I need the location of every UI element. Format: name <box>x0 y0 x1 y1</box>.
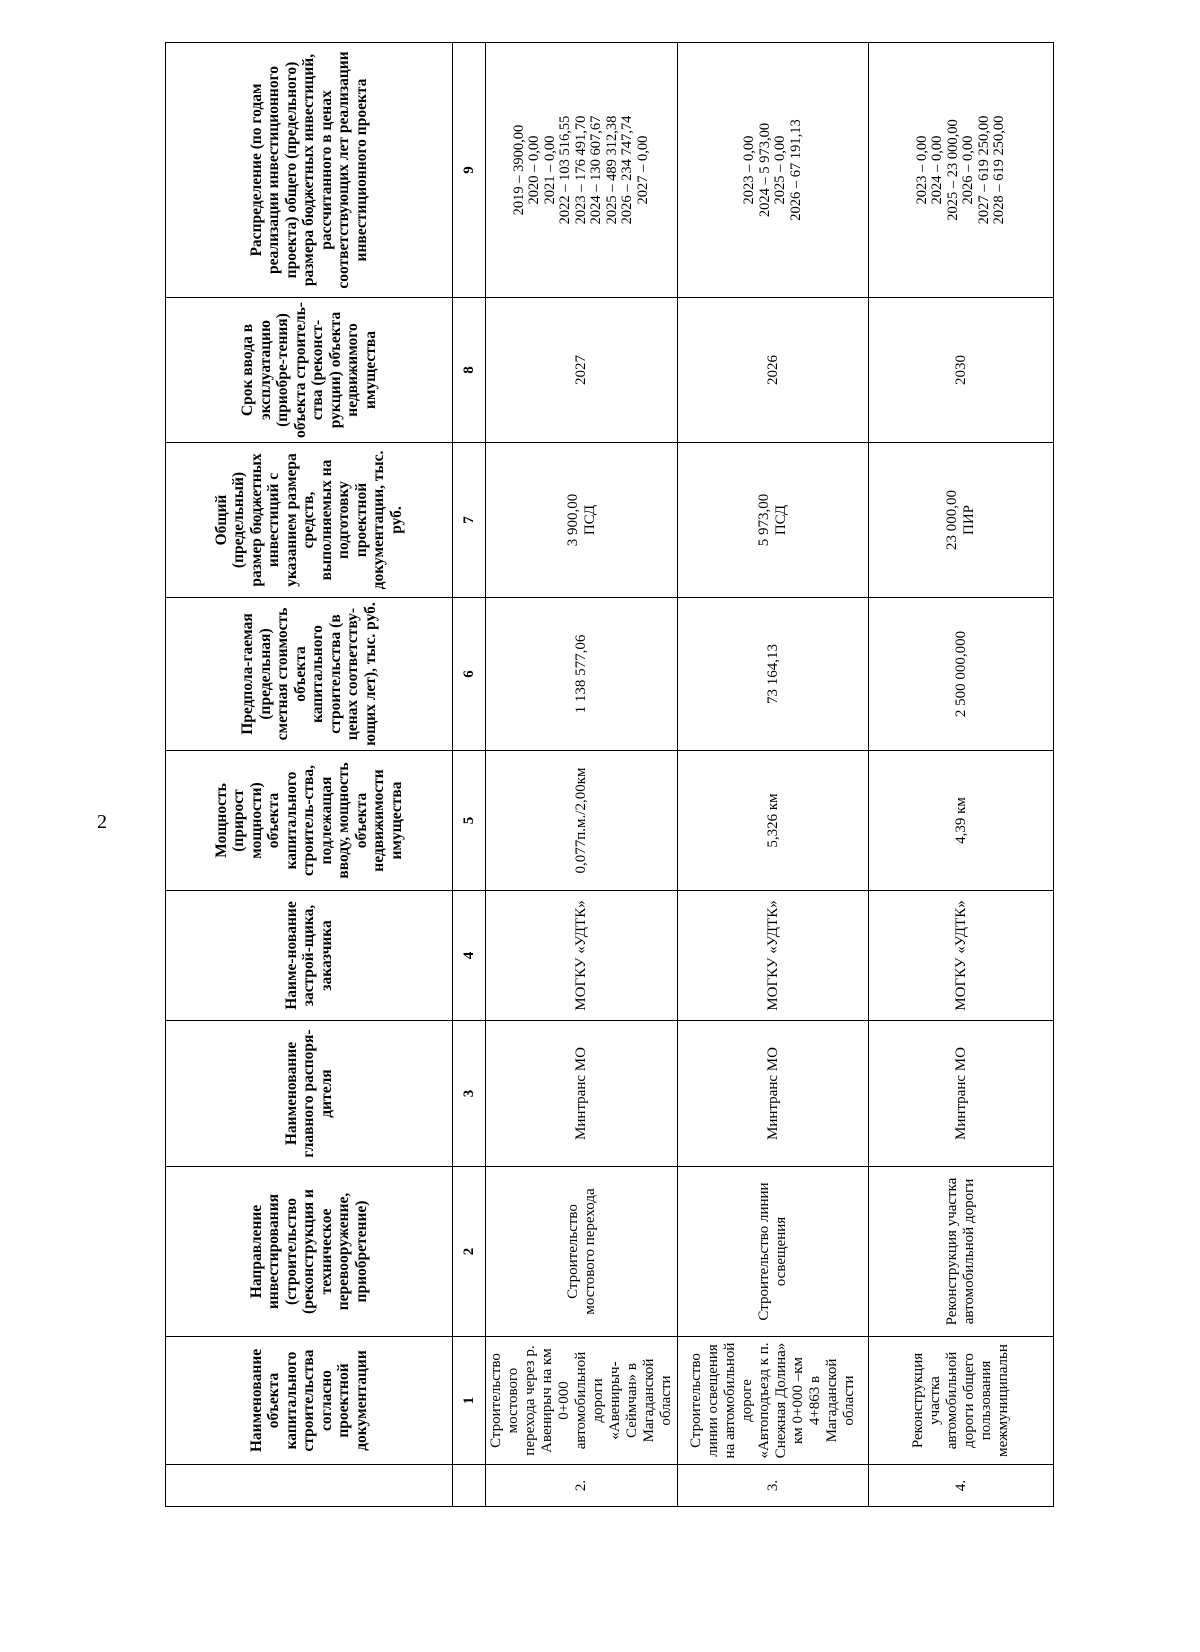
capacity-cell: 5,326 км <box>678 751 869 891</box>
distribution-line: 2023 – 0,00 <box>741 135 757 205</box>
distribution-line: 2021 – 0,00 <box>541 135 558 205</box>
capacity-cell: 4,39 км <box>869 751 1054 891</box>
distribution-cell <box>486 43 678 298</box>
manager-cell: Минтранс МО <box>678 1021 869 1167</box>
header-row <box>166 43 453 1507</box>
budget-note: ПСД <box>773 504 789 536</box>
deadline-cell: 2026 <box>678 298 869 443</box>
object-name-cell: Строительство линии освещения на автомобильной дороге «Автоподъезд к п. Снежная Долина» км 0+000 –км 4+863 в Магаданской области <box>678 1337 869 1465</box>
distribution-line: 2022 – 103 516,55 <box>557 115 574 225</box>
header-cell-capacity: Мощность (прирост мощности) объекта капитального строитель-ства, подлежащая вводу, мощность объекта недвижимости имущества <box>166 751 453 891</box>
distribution-line: 2026 – 234 747,74 <box>619 115 636 225</box>
column-number-row <box>453 43 486 1507</box>
header-cell-distribution: Распределение (по годам реализации инвестиционного проекта) общего (предельного) размера бюджетных инвестиций, рассчитанного в ценах соответствующих лет реализации инвестиционного проекта <box>166 43 453 298</box>
budget-note: ПИР <box>961 505 977 536</box>
header-cell-direction: Направление инвестирования (строительство (реконструкция и техническое перевооружение, приобретение) <box>166 1167 453 1337</box>
budget-cell <box>678 443 869 598</box>
row-number: 3. <box>678 1465 869 1507</box>
manager-cell: Минтранс МО <box>486 1021 678 1167</box>
distribution-cell <box>678 43 869 298</box>
cost-cell: 73 164,13 <box>678 598 869 751</box>
distribution-line: 2027 – 0,00 <box>634 135 651 205</box>
distribution-line: 2026 – 0,00 <box>960 135 976 205</box>
column-number: 9 <box>453 43 486 298</box>
budget-value: 3 900,00 <box>564 493 581 547</box>
customer-cell: МОГКУ «УДТК» <box>678 891 869 1021</box>
header-cell-object: Наименование объекта капитального строительства согласно проектной документации <box>166 1337 453 1465</box>
column-number: 6 <box>453 598 486 751</box>
distribution-line: 2025 – 0,00 <box>772 135 788 205</box>
distribution-line: 2025 – 489 312,38 <box>603 115 620 225</box>
distribution-cell <box>869 43 1054 298</box>
distribution-line: 2019 – 3900,00 <box>510 124 527 216</box>
object-name-cell: Строительство мостового перехода через р. Авенирыч на км 0+000 автомобильной дороги «Авенирыч-Сеймчан» в Магаданской области <box>486 1337 678 1465</box>
budget-note: ПСД <box>581 504 598 536</box>
cost-cell: 2 500 000,000 <box>869 598 1054 751</box>
table-row <box>869 43 1054 1507</box>
deadline-cell: 2027 <box>486 298 678 443</box>
column-number: 3 <box>453 1021 486 1167</box>
column-number: 4 <box>453 891 486 1021</box>
page-number: 2 <box>97 811 107 833</box>
header-cell-cost: Предпола-гаемая (предельная) сметная стоимость объекта капитального строительства (в ценах соответству-ющих лет), тыс. руб. <box>166 598 453 751</box>
direction-cell: Реконструкция участка автомобильной дороги <box>869 1167 1054 1337</box>
row-number: 2. <box>486 1465 678 1507</box>
header-cell-deadline: Срок ввода в эксплуатацию (приобре-тения) объекта строитель-ства (реконст-рукции) объекта недвижимого имущества <box>166 298 453 443</box>
column-number: 7 <box>453 443 486 598</box>
distribution-line: 2027 – 619 250,00 <box>975 115 992 225</box>
distribution-line: 2026 – 67 191,13 <box>787 119 804 221</box>
distribution-line: 2023 – 176 491,70 <box>572 115 589 225</box>
column-number: 2 <box>453 1167 486 1337</box>
distribution-line: 2023 – 0,00 <box>913 135 930 205</box>
direction-cell: Строительство мостового перехода <box>486 1167 678 1337</box>
header-cell-manager: Наименование главного распоря-дителя <box>166 1021 453 1167</box>
investment-table-rotated <box>165 43 1045 1507</box>
column-number <box>453 1465 486 1507</box>
header-cell-num <box>166 1465 453 1507</box>
deadline-cell: 2030 <box>869 298 1054 443</box>
column-number: 8 <box>453 298 486 443</box>
table-row <box>678 43 869 1507</box>
customer-cell: МОГКУ «УДТК» <box>869 891 1054 1021</box>
header-cell-budget: Общий (предельный) размер бюджетных инвестиций с указанием размера средств, выполняемых на подготовку проектной документации, тыс. руб. <box>166 443 453 598</box>
object-name-cell: Реконструкция участка автомобильной дороги общего пользования межмуниципальн <box>869 1337 1054 1465</box>
budget-value: 5 973,00 <box>756 493 772 547</box>
column-number: 1 <box>453 1337 486 1465</box>
distribution-line: 2024 – 5 973,00 <box>756 122 773 218</box>
budget-value: 23 000,00 <box>944 490 960 550</box>
distribution-line: 2028 – 619 250,00 <box>991 115 1007 225</box>
capacity-cell: 0,077п.м./2,00км <box>486 751 678 891</box>
row-number: 4. <box>869 1465 1054 1507</box>
distribution-line: 2025 – 23 000,00 <box>944 119 961 221</box>
manager-cell: Минтранс МО <box>869 1021 1054 1167</box>
distribution-line: 2020 – 0,00 <box>526 135 543 205</box>
header-cell-customer: Наиме-нование застрой-щика, заказчика <box>166 891 453 1021</box>
investment-table <box>165 42 1054 1507</box>
distribution-line: 2024 – 0,00 <box>929 135 945 205</box>
distribution-line: 2024 – 130 607,67 <box>588 115 605 225</box>
customer-cell: МОГКУ «УДТК» <box>486 891 678 1021</box>
column-number: 5 <box>453 751 486 891</box>
budget-cell <box>869 443 1054 598</box>
cost-cell: 1 138 577,06 <box>486 598 678 751</box>
budget-cell <box>486 443 678 598</box>
direction-cell: Строительство линии освещения <box>678 1167 869 1337</box>
table-row <box>486 43 678 1507</box>
